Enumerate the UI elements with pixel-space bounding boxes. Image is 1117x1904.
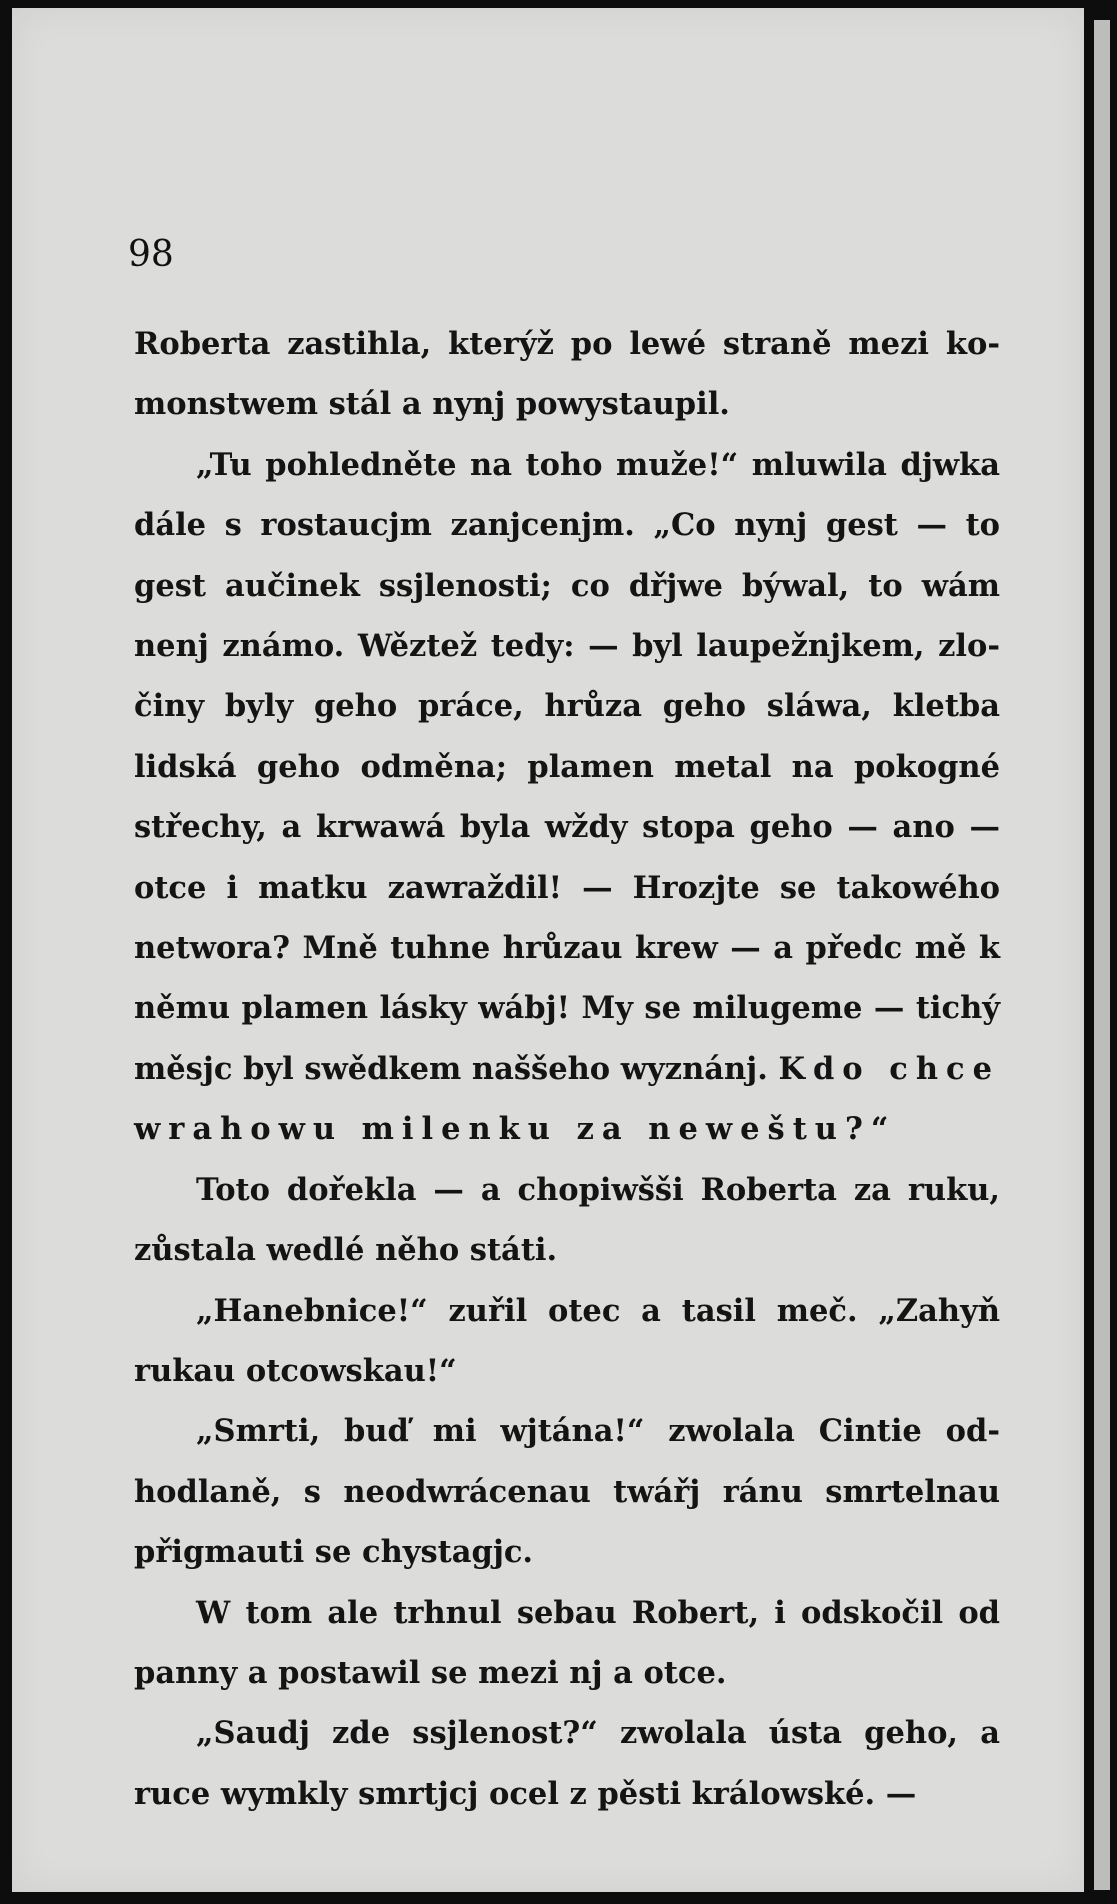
page-number: 98 [128, 234, 174, 275]
text-run: „Tu pohledněte na toho muže!“ mluwila djwka dále s rostaucjm zanjcenjm. „Co nynj gest — to gest aučinek ssjlenosti; co dřjwe býwal, to wám nenj známo. Wěztež tedy: — byl laupežnjkem, zločiny byly geho práce, hrůza geho sláwa, kletba lidská geho odměna; plamen metal na pokogné střechy, a krwawá byla wždy stopa geho — ano — otce i matku zawraždil! — Hrozjte se takowého networa? Mně tuhne hrůzau krew — a předc mě k němu plamen lásky wábj! My se milugeme — tichý měsjc byl swědkem naššeho wyznánj. [134, 446, 1000, 1087]
paragraph [134, 1703, 1000, 1824]
paragraph [134, 1160, 1000, 1281]
text-run: „Smrti, buď mi wjtána!“ zwolala Cintie odhodlaně, s neodwrácenau twářj ránu smrtelnau přigmauti se chystagjc. [134, 1413, 1000, 1571]
body-text [134, 314, 1000, 1824]
paragraph [134, 435, 1000, 1160]
text-run: W tom ale trhnul sebau Robert, i odskočil od panny a postawil se mezi nj a otce. [134, 1594, 1000, 1691]
text-run: „Saudj zde ssjlenost?“ zwolala ústa geho, a ruce wymkly smrtjcj ocel z pěsti králowské. — [134, 1715, 1000, 1812]
paragraph [134, 314, 1000, 435]
text-run: Roberta zastihla, kterýž po lewé straně mezi komonstwem stál a nynj powystaupil. [134, 326, 1000, 423]
paragraph [134, 1401, 1000, 1582]
paragraph [134, 1281, 1000, 1402]
letterspaced-emphasis: Kdo chce wrahowu milenku za neweštu? [134, 1050, 1000, 1148]
text-run: „Hanebnice!“ zuřil otec a tasil meč. „Zahyň rukau otcowskau!“ [134, 1292, 1000, 1389]
adjacent-page-edge [1094, 20, 1110, 1890]
text-run: Toto dořekla — a chopiwšši Roberta za ruku, zůstala wedlé něho státi. [134, 1171, 1000, 1269]
paragraph [134, 1583, 1000, 1704]
text-run: “ [870, 1111, 889, 1148]
